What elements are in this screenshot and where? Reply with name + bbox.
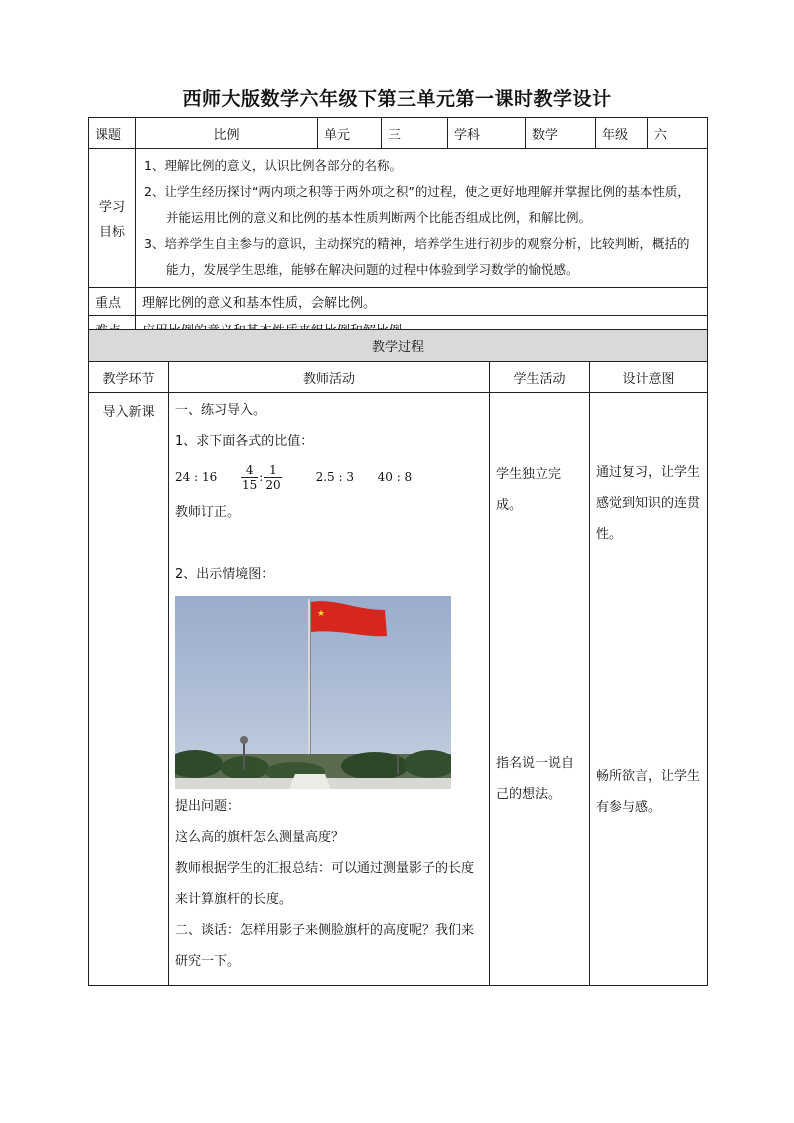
- document-title: 西师大版数学六年级下第三单元第一课时教学设计: [182, 88, 612, 110]
- grade-value: 六: [648, 118, 708, 149]
- topic-label: 课题: [89, 118, 136, 149]
- stage-cell: [89, 393, 169, 986]
- svg-text:★: ★: [317, 609, 326, 619]
- process-header: 教学过程: [89, 330, 708, 362]
- summary-text: 教师根据学生的汇报总结：可以通过测量影子的长度来计算旗杆的长度。: [175, 861, 475, 907]
- flag-scene-image: [175, 596, 451, 789]
- column-header-row: [89, 362, 708, 393]
- subject-label: 学科: [448, 118, 526, 149]
- task-2: 2、出示情境图：: [175, 567, 275, 582]
- fraction-1: [241, 463, 258, 492]
- goal-item-1: 1、理解比例的意义，认识比例各部分的名称。: [144, 158, 402, 173]
- ratio-1: 24 : 16: [175, 470, 218, 484]
- process-header-row: [89, 330, 708, 362]
- goals-row: [89, 149, 708, 288]
- goals-content: [136, 149, 708, 288]
- fraction-2-denominator: 20: [265, 477, 281, 492]
- spacer: [175, 528, 483, 559]
- goal-item-2: 2、让学生经历探讨“两内项之积等于两外项之积”的过程，使之更好地理解并掌握比例的基本性质，并能运用比例的意义和比例的基本性质判断两个比能否组成比例，和解比例。: [144, 184, 690, 225]
- key-point-label: 重点: [89, 288, 136, 316]
- unit-value: 三: [382, 118, 448, 149]
- subject-value: 数学: [526, 118, 596, 149]
- header-row: [89, 118, 708, 149]
- goals-label: [89, 149, 136, 288]
- column-header-stage: 教学环节: [89, 362, 169, 393]
- intro-heading: 一、练习导入。: [175, 403, 267, 418]
- fraction-2: [264, 463, 281, 492]
- question-text: 这么高的旗杆怎么测量高度？: [175, 830, 345, 845]
- fraction-1-denominator: 15: [242, 477, 258, 492]
- goal-item-3: 3、培养学生自主参与的意识，主动探究的精神，培养学生进行初步的观察分析，比较判断，概括的能力，发展学生思维，能够在解决问题的过程中体验到学习数学的愉悦感。: [144, 236, 690, 277]
- ratio-3: 2.5 : 3: [315, 470, 354, 484]
- column-header-student: 学生活动: [490, 362, 590, 393]
- stage-name: 导入新课: [102, 405, 155, 420]
- column-header-teacher: 教师活动: [169, 362, 490, 393]
- ask-label: 提出问题：: [175, 799, 241, 814]
- student-activity-1: 学生独立完成。: [496, 467, 562, 513]
- task-1: 1、求下面各式的比值：: [175, 434, 314, 449]
- student-activity-cell: [490, 393, 590, 986]
- lesson-info-table: [88, 117, 708, 344]
- design-intent-cell: [590, 393, 708, 986]
- talk-text: 二、谈话：怎样用影子来侧脸旗杆的高度呢？我们来研究一下。: [175, 923, 475, 969]
- teaching-process-table: [88, 329, 708, 986]
- goals-label-line-1: 学习: [98, 200, 125, 215]
- key-point-row: [89, 288, 708, 316]
- teacher-activity-cell: [169, 393, 490, 986]
- design-intent-2: 畅所欲言，让学生有参与感。: [596, 769, 701, 815]
- ratio-4: 40 : 8: [377, 470, 413, 484]
- unit-label: 单元: [318, 118, 382, 149]
- ratio-exercises: [175, 457, 483, 497]
- column-header-intent: 设计意图: [590, 362, 708, 393]
- topic-value: 比例: [136, 118, 318, 149]
- teacher-correct: 教师订正。: [175, 505, 241, 520]
- fraction-1-numerator: 4: [241, 463, 258, 478]
- goals-label-line-2: 目标: [98, 225, 125, 240]
- key-point-text: 理解比例的意义和基本性质，会解比例。: [136, 288, 708, 316]
- grade-label: 年级: [596, 118, 648, 149]
- fraction-separator: :: [259, 470, 264, 484]
- student-activity-2: 指名说一说自己的想法。: [496, 756, 575, 802]
- intro-stage-row: [89, 393, 708, 986]
- design-intent-1: 通过复习，让学生感觉到知识的连贯性。: [596, 465, 701, 542]
- fraction-2-numerator: 1: [264, 463, 281, 478]
